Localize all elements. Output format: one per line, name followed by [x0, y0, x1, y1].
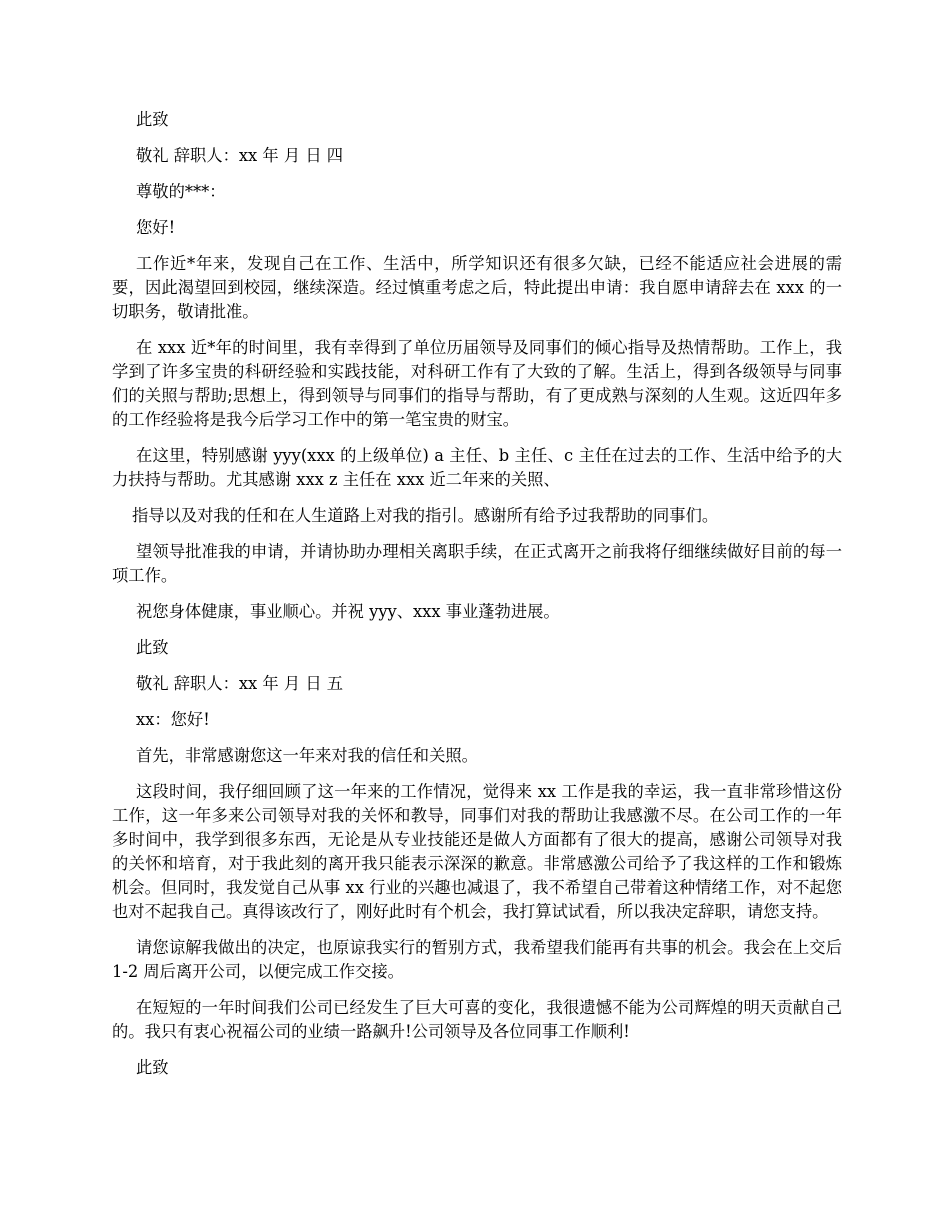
closing-salutation: 此致 — [136, 110, 169, 129]
body-paragraph: 在短短的一年时间我们公司已经发生了巨大可喜的变化，我很遗憾不能为公司辉煌的明天贡献自己的。我只有衷心祝福公司的业绩一路飙升!公司领导及各位同事工作顺利! — [112, 998, 842, 1041]
greeting-recipient: xx：您好! — [136, 710, 210, 729]
greeting-hello: 您好! — [136, 218, 176, 237]
body-paragraph: 在这里，特别感谢 yyy(xxx 的上级单位) a 主任、b 主任、c 主任在过去的工作、生活中给予的大力扶持与帮助。尤其感谢 xxx z 主任在 xxx 近二年来的关照、 — [112, 446, 842, 489]
body-paragraph: 工作近*年来，发现自己在工作、生活中，所学知识还有很多欠缺，已经不能适应社会进展的需要，因此渴望回到校园，继续深造。经过慎重考虑之后，特此提出申请：我自愿申请辞去在 xxx 的一切职务，敬请批准。 — [112, 254, 842, 321]
body-paragraph: 祝您身体健康，事业顺心。并祝 yyy、xxx 事业蓬勃进展。 — [136, 602, 560, 621]
body-paragraph: 指导以及对我的任和在人生道路上对我的指引。感谢所有给予过我帮助的同事们。 — [132, 506, 719, 525]
closing-salutation: 此致 — [136, 638, 169, 657]
closing-salutation: 此致 — [136, 1058, 169, 1077]
body-paragraph: 请您谅解我做出的决定，也原谅我实行的暂别方式，我希望我们能再有共事的机会。我会在上交后 1-2 周后离开公司，以便完成工作交接。 — [112, 938, 842, 981]
body-paragraph: 望领导批准我的申请，并请协助办理相关离职手续，在正式离开之前我将仔细继续做好目前的每一项工作。 — [112, 542, 842, 585]
signature-line: 敬礼 辞职人：xx 年 月 日 五 — [136, 674, 344, 693]
document-body — [112, 108, 842, 1092]
body-paragraph: 这段时间，我仔细回顾了这一年来的工作情况，觉得来 xx 工作是我的幸运，我一直非常珍惜这份工作，这一年多来公司领导对我的关怀和教导，同事们对我的帮助让我感激不尽。在公司工作的一年多时间中，我学到很多东西，无论是从专业技能还是做人方面都有了很大的提高，感谢公司领导对我的关怀和培育，对于我此刻的离开我只能表示深深的歉意。非常感激公司给予了我这样的工作和锻炼机会。但同时，我发觉自己从事 xx 行业的兴趣也减退了，我不希望自己带着这种情绪工作，对不起您也对不起我自己。真得该改行了，刚好此时有个机会，我打算试试看，所以我决定辞职，请您支持。 — [112, 782, 842, 921]
signature-line: 敬礼 辞职人：xx 年 月 日 四 — [136, 146, 344, 165]
body-paragraph: 首先，非常感谢您这一年来对我的信任和关照。 — [136, 746, 478, 765]
body-paragraph: 在 xxx 近*年的时间里，我有幸得到了单位历届领导及同事们的倾心指导及热情帮助。工作上，我学到了许多宝贵的科研经验和实践技能，对科研工作有了大致的了解。生活上，得到各级领导与同事们的关照与帮助;思想上，得到领导与同事们的指导与帮助，有了更成熟与深刻的人生观。这近四年多的工作经验将是我今后学习工作中的第一笔宝贵的财宝。 — [112, 338, 842, 429]
greeting-recipient: 尊敬的***： — [136, 182, 226, 201]
